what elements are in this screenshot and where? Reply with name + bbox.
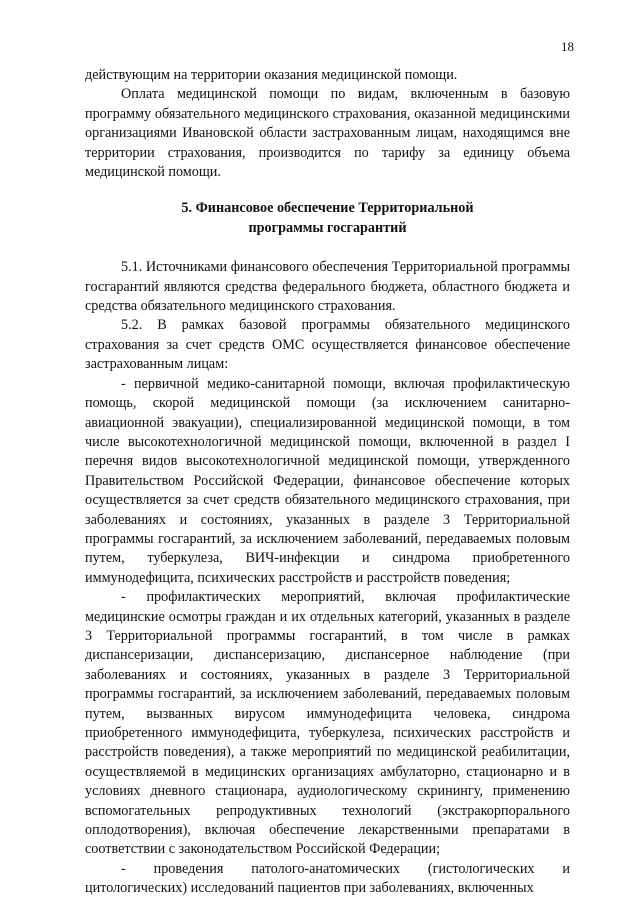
- paragraph-payment: Оплата медицинской помощи по видам, включенным в базовую программу обязательного медицинского страхования, оказанной медицинскими организациями Ивановской области застрахованным лицам, находящимся вне территории страхования, производится по тарифу за единицу объема медицинской помощи.: [85, 86, 570, 181]
- page-number: 18: [561, 39, 574, 54]
- paragraph-continuation: действующим на территории оказания медицинской помощи.: [85, 67, 458, 83]
- section-heading: [85, 199, 570, 238]
- document-body: [85, 66, 570, 899]
- list-item-pathology: - проведения патолого-анатомических (гистологических и цитологических) исследований пациентов при заболеваниях, включенных: [85, 860, 570, 897]
- section-heading-line-2: программы госгарантий: [248, 219, 407, 236]
- list-item-preventive: - профилактических мероприятий, включая профилактические медицинские осмотры граждан и их отдельных категорий, указанных в разделе 3 Территориальной программы госгарантий, в том числе в рамках диспансеризации, диспансеризацию, диспансерное наблюдение (при заболеваниях и состояниях, указанных в разделе 3 Территориальной программы госгарантий, за исключением заболеваний, передаваемых половым путем, вызванных вирусом иммунодефицита человека, синдрома приобретенного иммунодефицита, туберкулеза, психических расстройств и расстройств поведения), а также мероприятий по медицинской реабилитации, осуществляемой в медицинских организациях амбулаторно, стационарно и в условиях дневного стационара, аудиологическому скринингу, применению вспомогательных репродуктивных технологий (экстракорпорального оплодотворения), включая обеспечение лекарственными препаратами в соответствии с законодательством Российской Федерации;: [85, 589, 570, 858]
- paragraph-5-1: 5.1. Источниками финансового обеспечения Территориальной программы госгарантий являются средства федерального бюджета, областного бюджета и средства обязательного медицинского страхования.: [85, 259, 570, 315]
- list-item-primary-care: - первичной медико-санитарной помощи, включая профилактическую помощь, скорой медицинской помощи (за исключением санитарно-авиационной эвакуации), специализированной медицинской помощи, в том числе высокотехнологичной медицинской помощи, включенной в раздел I перечня видов высокотехнологичной медицинской помощи, утвержденного Правительством Российской Федерации, финансовое обеспечение которых осуществляется за счет средств обязательного медицинского страхования, при заболеваниях и состояниях, указанных в разделе 3 Территориальной программы госгарантий, за исключением заболеваний, передаваемых половым путем, туберкулеза, ВИЧ-инфекции и синдрома приобретенного иммунодефицита, психических расстройств и расстройств поведения;: [85, 375, 570, 586]
- paragraph-5-2: 5.2. В рамках базовой программы обязательного медицинского страхования за счет средств ОМС осуществляется финансовое обеспечение застрахованным лицам:: [85, 317, 570, 373]
- section-heading-line-1: 5. Финансовое обеспечение Территориальной: [181, 200, 474, 217]
